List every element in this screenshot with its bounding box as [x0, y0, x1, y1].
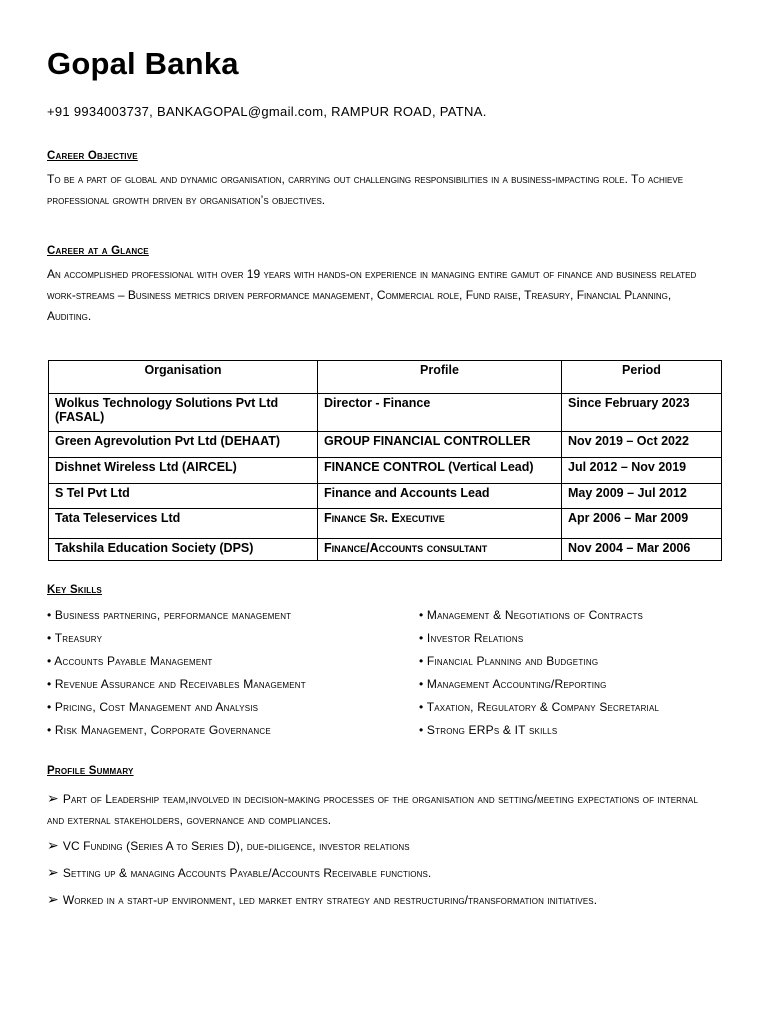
skill-item: • Revenue Assurance and Receivables Management — [47, 677, 306, 691]
table-row — [49, 432, 722, 458]
skill-item: • Pricing, Cost Management and Analysis — [47, 700, 259, 714]
summary-item — [47, 788, 712, 831]
summary-item — [47, 862, 712, 884]
table-row — [49, 539, 722, 561]
cell-organisation: Green Agrevolution Pvt Ltd (DEHAAT) — [49, 432, 318, 458]
jobs-table — [48, 360, 722, 561]
skill-item: • Treasury — [47, 631, 103, 645]
contact-line: +91 9934003737, BANKAGOPAL@gmail.com, RAMPUR ROAD, PATNA. — [47, 104, 487, 119]
summary-text: Worked in a start-up environment, led market entry strategy and restructuring/transformation initiatives. — [62, 893, 598, 907]
summary-text: VC Funding (Series A to Series D), due-diligence, investor relations — [62, 839, 410, 853]
candidate-name: Gopal Banka — [47, 46, 239, 81]
career-glance-title: Career at a Glance — [47, 245, 149, 257]
key-skills-title: Key Skills — [47, 584, 102, 596]
cell-organisation: Dishnet Wireless Ltd (AIRCEL) — [49, 458, 318, 484]
skill-item: • Taxation, Regulatory & Company Secretarial — [419, 700, 660, 714]
cell-profile: GROUP FINANCIAL CONTROLLER — [318, 432, 562, 458]
cell-period: Apr 2006 – Mar 2009 — [562, 509, 722, 539]
cell-organisation: Wolkus Technology Solutions Pvt Ltd (FASAL) — [49, 394, 318, 432]
cell-period: Since February 2023 — [562, 394, 722, 432]
cell-profile: Finance/Accounts consultant — [318, 539, 562, 561]
table-row — [49, 458, 722, 484]
key-skills-list — [47, 605, 727, 740]
header-organisation: Organisation — [49, 361, 318, 394]
table-row — [49, 484, 722, 509]
skill-item: • Strong ERPs & IT skills — [419, 723, 558, 737]
cell-period: Jul 2012 – Nov 2019 — [562, 458, 722, 484]
career-objective-title: Career Objective — [47, 150, 138, 162]
cell-profile: Finance and Accounts Lead — [318, 484, 562, 509]
cell-organisation: Tata Teleservices Ltd — [49, 509, 318, 539]
summary-text: Setting up & managing Accounts Payable/Accounts Receivable functions. — [62, 866, 432, 880]
summary-item — [47, 835, 712, 857]
skill-item: • Business partnering, performance management — [47, 608, 292, 622]
header-profile: Profile — [318, 361, 562, 394]
cell-profile: Director - Finance — [318, 394, 562, 432]
header-period: Period — [562, 361, 722, 394]
summary-item — [47, 889, 712, 911]
skill-item: • Financial Planning and Budgeting — [419, 654, 599, 668]
career-glance-text: An accomplished professional with over 19 years with hands-on experience in managing entire gamut of finance and business related work-streams – Business metrics driven performance management, Commercial role, Fund raise, Treasury, Financial Planning, Auditing. — [47, 267, 697, 323]
table-header-row — [49, 361, 722, 394]
skill-item: • Investor Relations — [419, 631, 524, 645]
cell-period: May 2009 – Jul 2012 — [562, 484, 722, 509]
arrow-bullet-icon: ➢ — [47, 891, 59, 907]
arrow-bullet-icon: ➢ — [47, 837, 59, 853]
skill-item: • Management Accounting/Reporting — [419, 677, 607, 691]
arrow-bullet-icon: ➢ — [47, 790, 59, 806]
skill-item: • Accounts Payable Management — [47, 654, 213, 668]
skill-item: • Management & Negotiations of Contracts — [419, 608, 644, 622]
table-row — [49, 509, 722, 539]
skill-item: • Risk Management, Corporate Governance — [47, 723, 271, 737]
arrow-bullet-icon: ➢ — [47, 864, 59, 880]
cell-organisation: Takshila Education Society (DPS) — [49, 539, 318, 561]
summary-text: Part of Leadership team,involved in decision-making processes of the organisation and setting/meeting expectations of internal and external stakeholders, governance and compliances. — [47, 792, 698, 827]
cell-period: Nov 2019 – Oct 2022 — [562, 432, 722, 458]
cell-organisation: S Tel Pvt Ltd — [49, 484, 318, 509]
career-objective-text: To be a part of global and dynamic organisation, carrying out challenging responsibilities in a business-impacting role. To achieve professional growth driven by organisation’s objectives. — [47, 172, 684, 207]
cell-period: Nov 2004 – Mar 2006 — [562, 539, 722, 561]
cell-profile: FINANCE CONTROL (Vertical Lead) — [318, 458, 562, 484]
profile-summary-title: Profile Summary — [47, 765, 134, 777]
table-row — [49, 394, 722, 432]
cell-profile: Finance Sr. Executive — [318, 509, 562, 539]
